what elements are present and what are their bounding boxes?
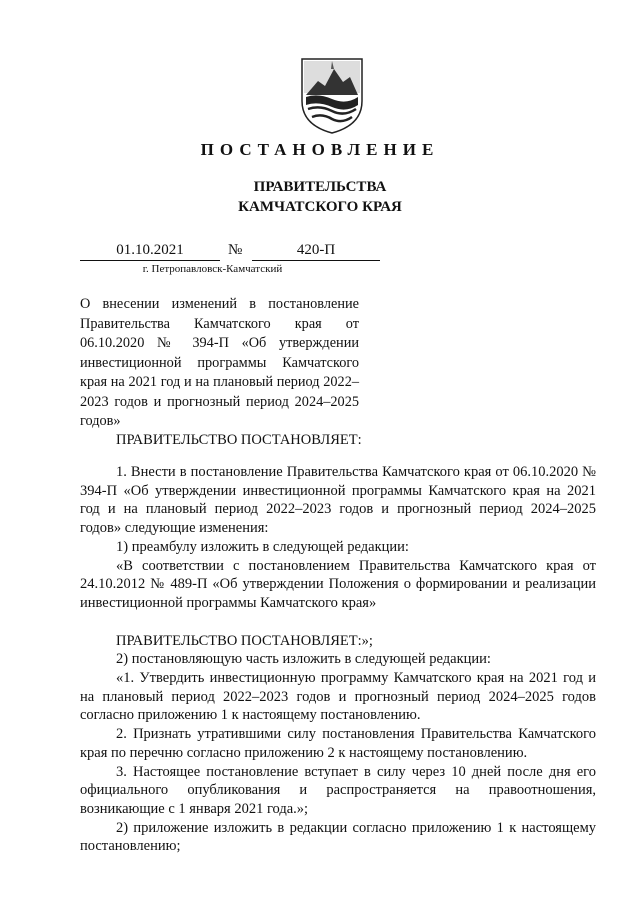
kamchatka-coat-of-arms-icon [298,55,366,135]
paragraph: 3. Настоящее постановление вступает в силу через 10 дней после дня его официального опубликования и распространяется на правоотношения, возникающие с 1 января 2021 года.»; [80,763,596,817]
document-subject: О внесении изменений в постановление Правительства Камчатского края от 06.10.2020 № 394-П «Об утверждении инвестиционной программы Камчатского края на 2021 год и на плановый период 2022–2023 годов и прогнозный период 2024–2025 годов» [80,296,359,429]
paragraph: 2) приложение изложить в редакции согласно приложению 1 к настоящему постановлению; [80,819,596,855]
issuer-line-1: ПРАВИТЕЛЬСТВА [253,179,387,195]
date-number-line [80,242,380,262]
paragraph: 2. Признать утратившими силу постановления Правительства Камчатского края по перечню согласно приложению 2 к настоящему постановлению. [80,726,596,761]
city-label: г. Петропавловск-Камчатский [142,263,283,275]
paragraph: ПРАВИТЕЛЬСТВО ПОСТАНОВЛЯЕТ:»; [116,632,373,649]
document-body [80,463,596,856]
resolves-heading: ПРАВИТЕЛЬСТВО ПОСТАНОВЛЯЕТ: [116,432,362,448]
document-title: ПОСТАНОВЛЕНИЕ [200,140,440,159]
paragraph: 1. Внести в постановление Правительства Камчатского края от 06.10.2020 № 394-П «Об утверждении инвестиционной программы Камчатского края на 2021 год и на плановый период 2022–2023 годов и прогнозный период 2024–2025 годов» следующие изменения: [80,464,596,537]
paragraph: 2) постановляющую часть изложить в следующей редакции: [116,651,491,668]
paragraph: «В соответствии с постановлением Правительства Камчатского края от 24.10.2012 № 489-П «Об утверждении Положения о формировании и реализации инвестиционной программы Камчатского края» [80,557,596,611]
number-sign: № [228,242,243,258]
paragraph: «1. Утвердить инвестиционную программу Камчатского края на 2021 год и на плановый период 2022–2023 годов и прогнозный период 2024–2025 годов согласно приложению 1 к настоящему постановлению. [80,670,596,724]
paragraph: 1) преамбулу изложить в следующей редакции: [116,538,409,555]
document-number: 420-П [252,242,380,261]
document-date: 01.10.2021 [80,242,220,261]
issuer-line-2: КАМЧАТСКОГО КРАЯ [238,199,402,215]
